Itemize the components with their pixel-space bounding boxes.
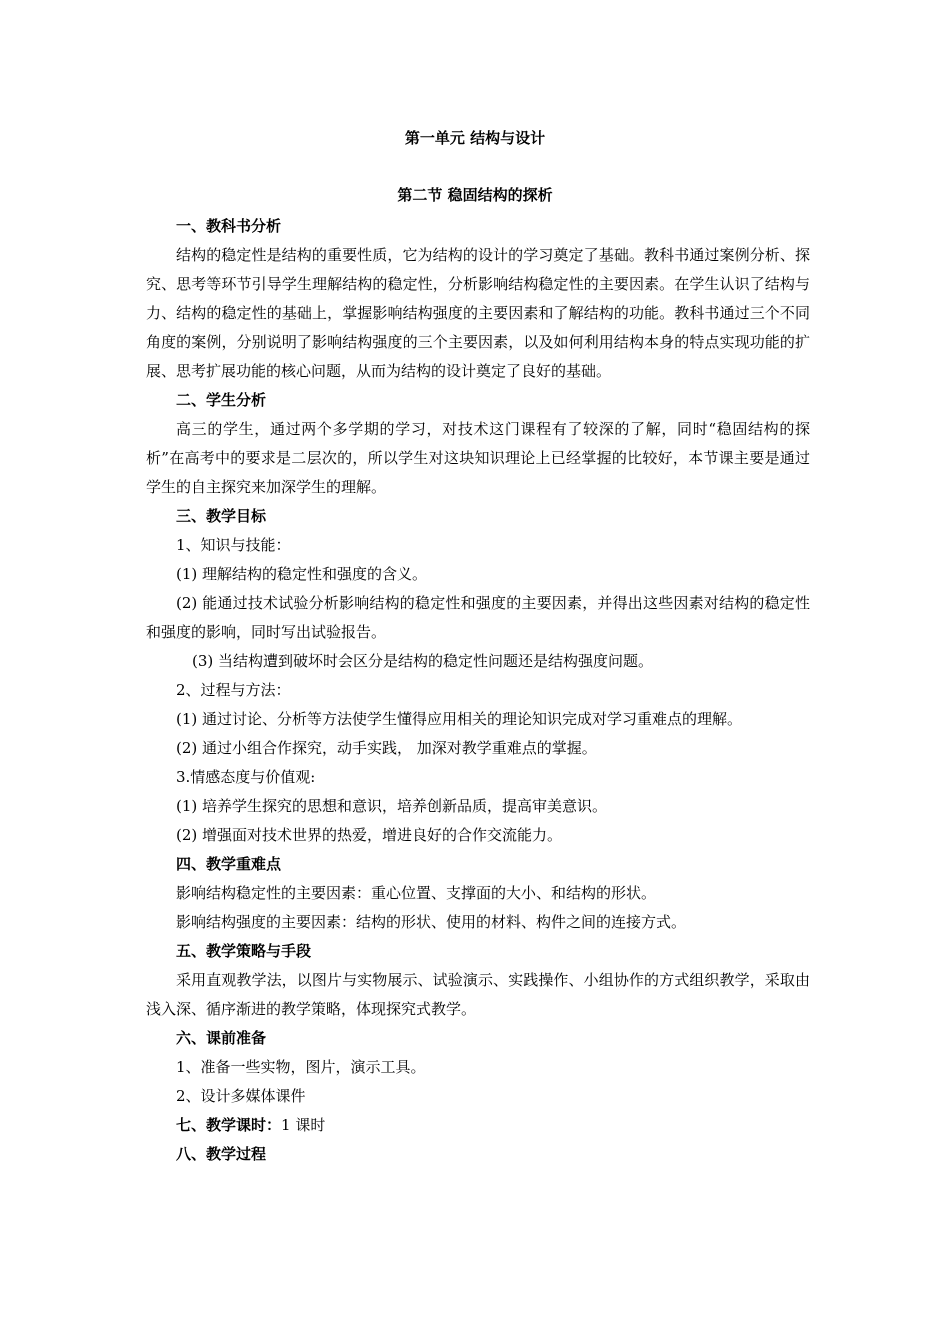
goal-item: (3) 当结构遭到破坏时会区分是结构的稳定性问题还是结构强度问题。 [192, 652, 654, 670]
goal-group-emotion: 3.情感态度与价值观: [176, 768, 316, 786]
preparation-item: 2、设计多媒体课件 [176, 1087, 306, 1105]
preparation-item: 1、准备一些实物，图片，演示工具。 [176, 1058, 426, 1076]
paragraph-textbook-analysis: 结构的稳定性是结构的重要性质，它为结构的设计的学习奠定了基础。教科书通过案例分析、探究、思考等环节引导学生理解结构的稳定性，分析影响结构稳定性的主要因素。在学生认识了结构与力、结构的稳定性的基础上，掌握影响结构强度的主要因素和了解结构的功能。教科书通过三个不同角度的案例，分别说明了影响结构强度的三个主要因素，以及如何利用结构本身的特点实现功能的扩展、思考扩展功能的核心问题，从而为结构的设计奠定了良好的基础。 [146, 246, 810, 380]
heading-teaching-process: 八、教学过程 [176, 1145, 267, 1163]
paragraph-student-analysis: 高三的学生，通过两个多学期的学习，对技术这门课程有了较深的了解，同时“稳固结构的探析”在高考中的要求是二层次的，所以学生对这块知识理论上已经掌握的比较好，本节课主要是通过学生的自主探究来加深学生的理解。 [146, 420, 810, 496]
goal-group-process: 2、过程与方法： [176, 681, 291, 699]
paragraph-strategy: 采用直观教学法，以图片与实物展示、试验演示、实践操作、小组协作的方式组织教学，采取由浅入深、循序渐进的教学策略，体现探究式教学。 [146, 971, 810, 1018]
goal-item: (2) 增强面对技术世界的热爱，增进良好的合作交流能力。 [176, 826, 563, 844]
heading-preparation: 六、课前准备 [176, 1029, 267, 1047]
unit-title: 第一单元 结构与设计 [404, 129, 546, 147]
heading-key-points: 四、教学重难点 [176, 855, 282, 873]
lesson-hours-value: 1 课时 [281, 1116, 326, 1134]
lesson-hours-line [146, 1111, 810, 1140]
heading-textbook-analysis: 一、教科书分析 [176, 217, 282, 235]
goal-item: (1) 通过讨论、分析等方法使学生懂得应用相关的理论知识完成对学习重难点的理解。 [176, 710, 743, 728]
key-point-line: 影响结构稳定性的主要因素：重心位置、支撑面的大小、和结构的形状。 [176, 884, 657, 902]
goal-item: (1) 理解结构的稳定性和强度的含义。 [176, 565, 428, 583]
goal-item: (2) 通过小组合作探究，动手实践， 加深对教学重难点的掌握。 [176, 739, 597, 757]
section-title: 第二节 稳固结构的探析 [397, 186, 553, 204]
heading-teaching-goals: 三、教学目标 [176, 507, 267, 525]
goal-item: (1) 培养学生探究的思想和意识，培养创新品质，提高审美意识。 [176, 797, 608, 815]
document-body [146, 212, 810, 1169]
heading-lesson-hours: 七、教学课时： [176, 1116, 282, 1134]
heading-strategy: 五、教学策略与手段 [176, 942, 312, 960]
heading-student-analysis: 二、学生分析 [176, 391, 267, 409]
key-point-line: 影响结构强度的主要因素：结构的形状、使用的材料、构件之间的连接方式。 [176, 913, 687, 931]
goal-group-knowledge: 1、知识与技能： [176, 536, 291, 554]
goal-item: (2) 能通过技术试验分析影响结构的稳定性和强度的主要因素，并得出这些因素对结构的稳定性和强度的影响，同时写出试验报告。 [146, 594, 810, 641]
